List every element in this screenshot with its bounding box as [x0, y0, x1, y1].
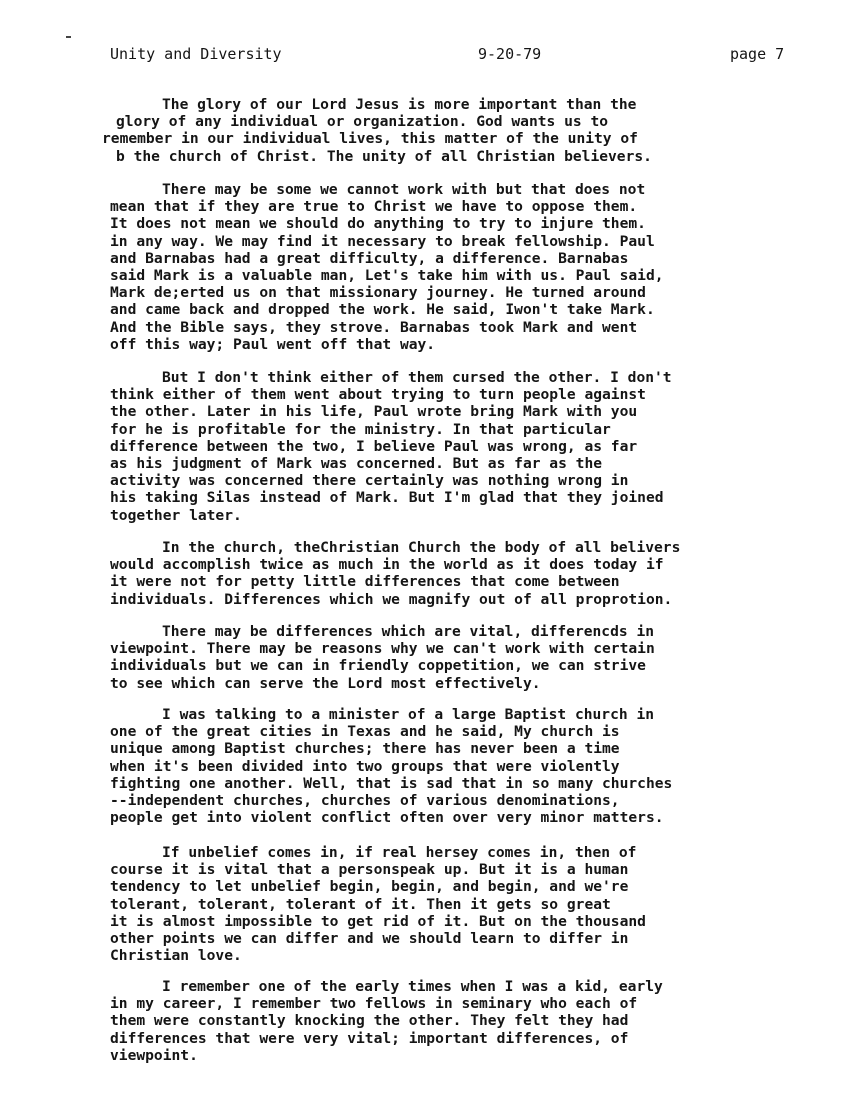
paragraph-5	[0, 623, 856, 692]
paragraph-line: as his judgment of Mark was concerned. But as far as the	[110, 454, 603, 472]
paragraph-line: In the church, theChristian Church the body of all belivers	[162, 539, 681, 556]
header-date: 9-20-79	[478, 45, 542, 63]
paragraph-line: tendency to let unbelief begin, begin, and begin, and we're	[110, 878, 629, 896]
paragraph-line: in any way. We may find it necessary to break fellowship. Paul	[110, 232, 655, 250]
paragraph-line: his taking Silas instead of Mark. But I'm glad that they joined	[110, 489, 664, 507]
paragraph-line: --independent churches, churches of various denominations,	[110, 791, 620, 809]
paragraph-7	[0, 844, 856, 964]
paragraph-1	[0, 96, 856, 165]
paragraph-line: And the Bible says, they strove. Barnabas took Mark and went	[110, 318, 638, 336]
paragraph-line: Mark de;erted us on that missionary journey. He turned around	[110, 284, 646, 302]
paragraph-line: would accomplish twice as much in the world as it does today if	[110, 556, 664, 574]
paragraph-6	[0, 706, 856, 826]
paragraph-line: b the church of Christ. The unity of all Christian believers.	[116, 147, 652, 165]
paragraph-line: Christian love.	[110, 947, 242, 965]
paragraph-line: said Mark is a valuable man, Let's take him with us. Paul said,	[110, 266, 664, 284]
paragraph-line: activity was concerned there certainly was nothing wrong in	[110, 472, 629, 490]
paragraph-line: fighting one another. Well, that is sad that in so many churches	[110, 774, 673, 792]
paragraph-line: difference between the two, I believe Paul was wrong, as far	[110, 437, 638, 455]
paragraph-line: people get into violent conflict often over very minor matters.	[110, 809, 664, 827]
paragraph-line: mean that if they are true to Christ we have to oppose them.	[110, 198, 638, 216]
paragraph-line: and Barnabas had a great difficulty, a difference. Barnabas	[110, 249, 629, 267]
paragraph-line: together later.	[110, 506, 242, 524]
paragraph-line: If unbelief comes in, if real hersey comes in, then of	[162, 844, 637, 861]
paragraph-line: viewpoint.	[110, 1046, 198, 1064]
paragraph-line: glory of any individual or organization. God wants us to	[116, 113, 609, 131]
paragraph-line: I was talking to a minister of a large Baptist church in	[162, 706, 655, 723]
paragraph-line: in my career, I remember two fellows in seminary who each of	[110, 995, 638, 1013]
paragraph-line: them were constantly knocking the other. They felt they had	[110, 1012, 629, 1030]
paragraph-line: it were not for petty little differences that come between	[110, 573, 620, 591]
paragraph-line: There may be differences which are vital, differencds in	[162, 623, 655, 640]
paragraph-line: remember in our individual lives, this matter of the unity of	[102, 130, 638, 148]
paragraph-line: individuals but we can in friendly coppetition, we can strive	[110, 657, 646, 675]
paragraph-line: when it's been divided into two groups that were violently	[110, 757, 620, 775]
paragraph-line: for he is profitable for the ministry. In that particular	[110, 420, 611, 438]
paragraph-line: individuals. Differences which we magnify out of all proprotion.	[110, 590, 673, 608]
paragraph-8	[0, 978, 856, 1064]
paragraph-line: The glory of our Lord Jesus is more important than the	[162, 96, 637, 113]
paragraph-3	[0, 369, 856, 524]
paragraph-line: It does not mean we should do anything to try to injure them.	[110, 215, 646, 233]
paragraph-line: one of the great cities in Texas and he said, My church is	[110, 723, 620, 741]
page-header	[0, 44, 856, 64]
paragraph-2	[0, 181, 856, 353]
paragraph-line: off this way; Paul went off that way.	[110, 335, 436, 353]
paragraph-line: differences that were very vital; important differences, of	[110, 1029, 629, 1047]
paragraph-line: unique among Baptist churches; there has never been a time	[110, 740, 620, 758]
paragraph-line: to see which can serve the Lord most effectively.	[110, 674, 541, 692]
paragraph-line: tolerant, tolerant, tolerant of it. Then it gets so great	[110, 895, 611, 913]
paragraph-line: and came back and dropped the work. He said, Iwon't take Mark.	[110, 301, 655, 319]
paragraph-line: think either of them went about trying to turn people against	[110, 386, 646, 404]
paragraph-line: There may be some we cannot work with but that does not	[162, 181, 646, 198]
paragraph-line: other points we can differ and we should learn to differ in	[110, 929, 629, 947]
paragraph-line: viewpoint. There may be reasons why we can't work with certain	[110, 640, 655, 658]
header-title: Unity and Diversity	[110, 45, 282, 63]
paragraph-4	[0, 539, 856, 608]
paragraph-line: it is almost impossible to get rid of it. But on the thousand	[110, 912, 646, 930]
paragraph-line: But I don't think either of them cursed the other. I don't	[162, 369, 672, 386]
paragraph-line: the other. Later in his life, Paul wrote bring Mark with you	[110, 403, 638, 421]
paragraph-line: course it is vital that a personspeak up. But it is a human	[110, 861, 629, 879]
paragraph-line: I remember one of the early times when I was a kid, early	[162, 978, 663, 995]
header-page-number: page 7	[730, 45, 785, 63]
scan-speck	[66, 36, 71, 38]
